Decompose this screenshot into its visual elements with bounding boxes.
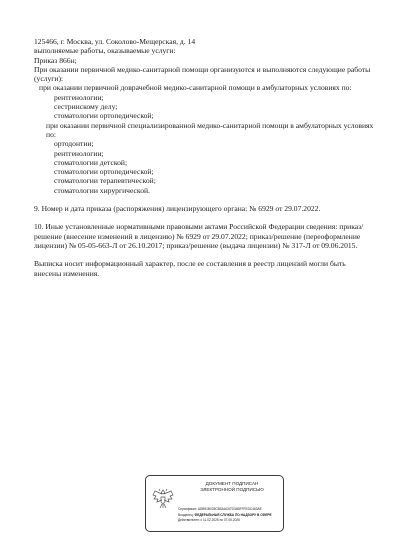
- stamp-title-line: ЭЛЕКТРОННОЙ ПОДПИСЬЮ: [200, 487, 264, 492]
- owner-label: Владелец:: [178, 512, 194, 517]
- list-item: стоматологии детской;: [54, 157, 128, 167]
- address-line: 125466, г. Москва, ул. Соколово-Мещерская, д. 14: [34, 37, 196, 46]
- list-item: стоматологии ортопедической;: [54, 167, 154, 177]
- list-item: рентгенологии;: [54, 92, 104, 102]
- order-reference: Приказ 866н;: [34, 55, 77, 65]
- stamp-title-line: ДОКУМЕНТ ПОДПИСАН: [205, 481, 259, 486]
- disclaimer-paragraph: Выписка носит информационный характер, после ее составления в реестр лицензий могли быть внесены изменения.: [34, 259, 346, 278]
- order-number-paragraph: 9. Номер и дата приказа (распоряжения) лицензирующего органа: № 6929 от 29.07.2022.: [34, 204, 321, 214]
- list-item: сестринскому делу;: [54, 102, 118, 112]
- validity-row: Действителен: с 11.02.2025 по 07.05.2026: [178, 518, 240, 523]
- specialized-care-section: при оказании первичной специализированной медико-санитарной помощи в амбулаторных условиях по:: [46, 120, 374, 139]
- certificate-label: Сертификат:: [178, 507, 197, 511]
- services-heading: выполняемые работы, оказываемые услуги:: [34, 46, 176, 56]
- license-extract-body: [34, 37, 374, 278]
- owner-value: ФЕДЕРАЛЬНАЯ СЛУЖБА ПО НАДЗОРУ В СФЕРЕ: [194, 512, 272, 517]
- stamp-details: [178, 507, 282, 524]
- stamp-title: [186, 481, 278, 493]
- certificate-value: ADB91B025C5BAAC67D34BFFFEDC463AE: [197, 507, 262, 511]
- other-info-paragraph: 10. Иные установленные нормативными правовыми актами Российской Федерации сведения: приказ/решение (внесение изменений в лицензию) № 6929 от 29.07.2022; приказ/решение (переоформление лицензии) № 05-05-663-Л от 26.10.2017; приказ/решение (выдача лицензии) № 317-Л от 09.06.2015.: [34, 222, 364, 250]
- list-item: стоматологии хирургической.: [54, 185, 150, 195]
- list-item: ортодонтии;: [54, 139, 94, 149]
- list-item: стоматологии ортопедической;: [54, 111, 154, 121]
- services-intro: При оказании первичной медико-санитарной помощи организуются и выполняются следующие работы (услуги):: [34, 64, 371, 84]
- primary-care-section: при оказании первичной доврачебной медико-санитарной помощи в амбулаторных условиях по:: [39, 83, 352, 93]
- list-item: рентгенологии;: [54, 148, 104, 158]
- electronic-signature-stamp: [145, 475, 284, 532]
- list-item: стоматологии терапевтической;: [54, 176, 156, 186]
- eagle-emblem-icon: [150, 485, 176, 511]
